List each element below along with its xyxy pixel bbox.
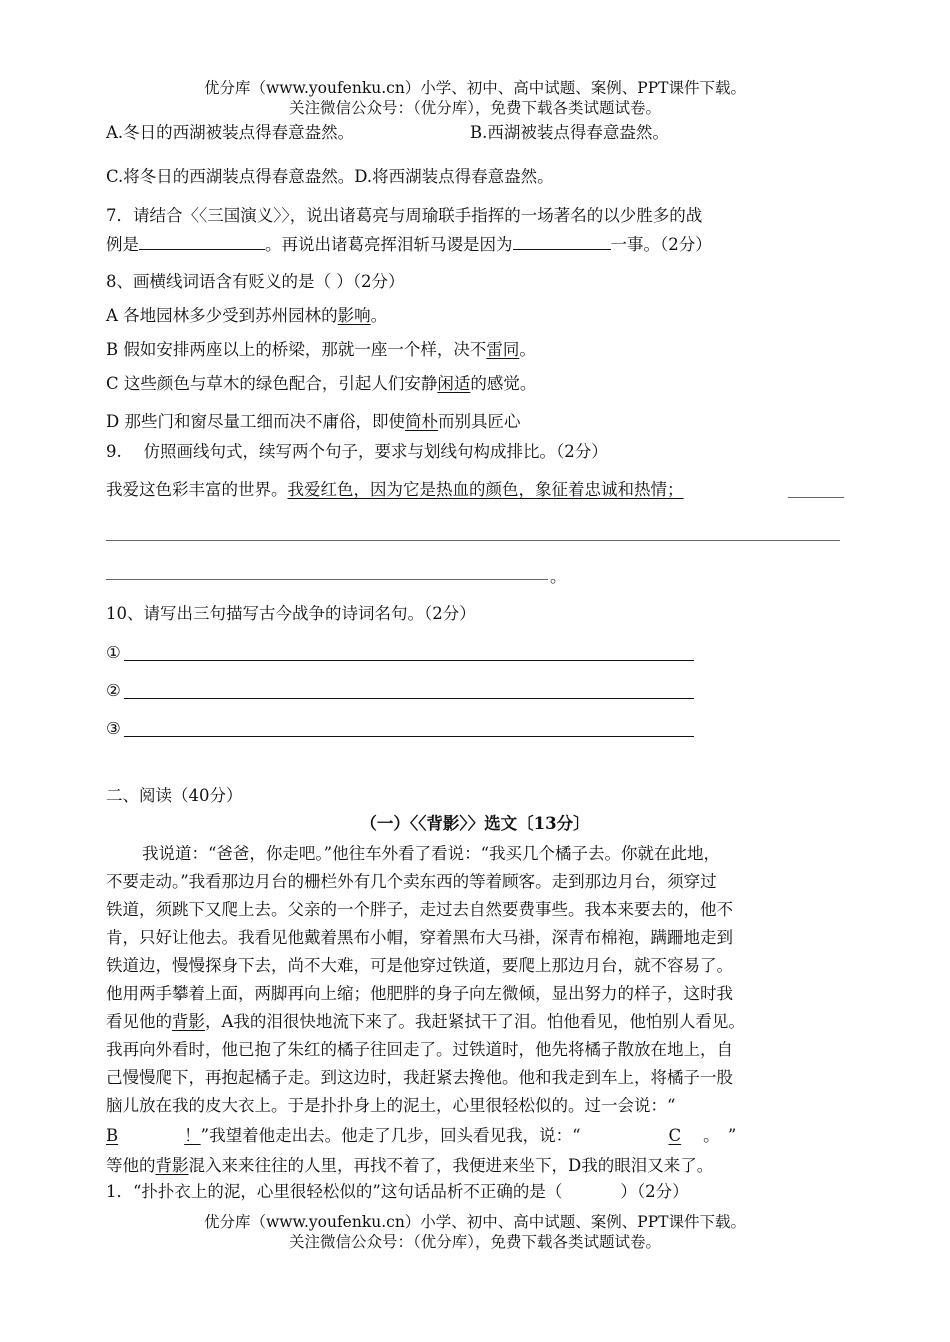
passage-line-12-rest: 混入来来往往的人里，再找不着了，我便进来坐下，D我的眼泪又来了。 xyxy=(188,1156,714,1175)
q10-answer-line-1[interactable] xyxy=(124,660,694,661)
q8-option-d xyxy=(106,411,520,433)
q7-text-b: 。再说出诸葛亮挥泪斩马谡是因为 xyxy=(265,235,513,254)
q8-d-underlined: 简朴 xyxy=(404,412,438,431)
q9-underlined-sentence: 我爱红色，因为它是热血的颜色，象征着忠诚和热情； xyxy=(287,480,684,499)
q7-text-a: 例是 xyxy=(106,235,139,254)
passage-line-11-mid: ”我望着他走出去。他走了几步，回头看见我，说：“ xyxy=(200,1126,581,1145)
q6-option-cd: C.将冬日的西湖装点得春意盎然。D.将西湖装点得春意盎然。 xyxy=(106,167,554,186)
passage-underlined-beiying-1: 背影 xyxy=(172,1012,205,1031)
q9-answer-line-1[interactable] xyxy=(788,497,844,498)
passage-line-7-start: 看见他的 xyxy=(106,1012,172,1031)
blank-c-label: C xyxy=(668,1126,682,1145)
question-1-points: ）（2分） xyxy=(620,1182,689,1201)
passage-line-8: 我再向外看时，他已抱了朱红的橘子往回走了。过铁道时，他先将橘子散放在地上，自 xyxy=(106,1040,733,1059)
q8-b-end: 。 xyxy=(519,340,536,359)
passage-line-5: 铁道边，慢慢探身下去，尚不大难，可是他穿过铁道，要爬上那边月台，就不容易了。 xyxy=(106,956,733,975)
passage-line-7 xyxy=(106,1011,745,1033)
passage-line-4: 肯，只好让他去。我看见他戴着黑布小帽，穿着黑布大马褂，深青布棉袍，蹒跚地走到 xyxy=(106,928,733,947)
q7-blank-1[interactable] xyxy=(139,233,265,250)
passage-line-10: 脑儿放在我的皮大衣上。于是扑扑身上的泥土，心里很轻松似的。过一会说：“ xyxy=(106,1096,676,1115)
passage-underlined-beiying-2: 背影 xyxy=(155,1156,189,1175)
q8-d-end: 而别具匠心 xyxy=(437,412,521,431)
footer-line-1: 优分库（www.youfenku.cn）小学、初中、高中试题、案例、PPT课件下载。 xyxy=(203,1213,747,1231)
q7-line-2 xyxy=(106,233,712,256)
q10-answer-line-3[interactable] xyxy=(124,736,694,737)
q8-a-underlined: 影响 xyxy=(337,306,371,325)
q9-answer-line-3[interactable] xyxy=(106,579,548,580)
question-1-stem xyxy=(106,1181,689,1203)
passage-blank-b[interactable] xyxy=(106,1126,201,1145)
question-1-text: 1．“扑扑衣上的泥，心里很轻松似的”这句话品析不正确的是（ xyxy=(106,1182,563,1201)
q10-stem: 10、请写出三句描写古今战争的诗词名句。（2分） xyxy=(106,604,476,623)
q10-mark-2: ② xyxy=(106,681,121,700)
q9-stem: 9. 仿照画线句式，续写两个句子，要求与划线句构成排比。（2分） xyxy=(106,442,608,461)
q8-b-text: B 假如安排两座以上的桥梁，那就一座一个样，决不 xyxy=(106,340,487,359)
passage-blank-c[interactable] xyxy=(581,1126,704,1145)
q6-option-b: B.西湖被装点得春意盎然。 xyxy=(470,123,669,142)
q10-mark-3: ③ xyxy=(106,719,121,738)
footer-line-2: 关注微信公众号：（优分库），免费下载各类试题试卷。 xyxy=(288,1233,661,1251)
q8-option-a xyxy=(106,305,387,327)
passage-line-9: 己慢慢爬下，再抱起橘子走。到这边时，我赶紧去搀他。他和我走到车上，将橘子一股 xyxy=(106,1068,733,1087)
section-2-subtitle: （一）〈〈背影〉〉选文〔13分〕 xyxy=(360,814,590,833)
passage-line-11-end: 。 ” xyxy=(703,1126,737,1145)
q8-option-b xyxy=(106,339,536,361)
passage-line-12-start: 等他的 xyxy=(106,1156,156,1175)
passage-line-3: 铁道，须跳下又爬上去。父亲的一个胖子，走过去自然要费事些。我本来要去的，他不 xyxy=(106,900,733,919)
q10-answer-line-2[interactable] xyxy=(124,698,694,699)
q8-d-text: D 那些门和窗尽量工细而决不庸俗，即使 xyxy=(106,412,405,431)
q9-answer-line-2[interactable] xyxy=(106,540,840,541)
q8-stem: 8、画横线词语含有贬义的是（ ）（2分） xyxy=(106,272,405,291)
q8-c-text: C 这些颜色与草木的绿色配合，引起人们安静 xyxy=(106,374,438,393)
passage-line-7-rest: ，A我的泪很快地流下来了。我赶紧拭干了泪。怕他看见，他怕别人看见。 xyxy=(205,1012,745,1031)
passage-line-2: 不要走动。”我看那边月台的栅栏外有几个卖东西的等着顾客。走到那边月台，须穿过 xyxy=(106,872,717,891)
passage-line-11 xyxy=(106,1125,736,1147)
q10-mark-1: ① xyxy=(106,643,121,662)
q8-c-end: 的感觉。 xyxy=(470,374,537,393)
blank-b-excl: ！ xyxy=(184,1126,201,1145)
q9-sentence-intro: 我爱这色彩丰富的世界。 xyxy=(106,480,288,499)
q7-line-1: 7．请结合〈〈三国演义〉〉，说出诸葛亮与周瑜联手指挥的一场著名的以少胜多的战 xyxy=(106,206,703,225)
section-2-title: 二、阅读（40分） xyxy=(106,786,243,805)
q8-b-underlined: 雷同 xyxy=(486,340,520,359)
header-line-1: 优分库（www.youfenku.cn）小学、初中、高中试题、案例、PPT课件下载。 xyxy=(203,79,747,97)
q8-a-end: 。 xyxy=(370,306,388,325)
q7-blank-2[interactable] xyxy=(513,233,611,250)
passage-line-1: 我说道：“爸爸，你走吧。”他往车外看了看说：“我买几个橘子去。你就在此地， xyxy=(142,844,721,863)
q8-a-text: A 各地园林多少受到苏州园林的 xyxy=(106,306,338,325)
passage-line-12 xyxy=(106,1155,713,1177)
q8-c-underlined: 闲适 xyxy=(437,374,471,393)
q8-option-c xyxy=(106,373,536,395)
q7-text-c: 一事。（2分） xyxy=(610,235,712,254)
q6-option-a: A.冬日的西湖被装点得春意盎然。 xyxy=(106,123,355,142)
q9-end-mark: 。 xyxy=(550,567,567,586)
q9-sentence xyxy=(106,479,684,501)
header-line-2: 关注微信公众号：（优分库），免费下载各类试题试卷。 xyxy=(288,99,661,117)
passage-line-6: 他用两手攀着上面，两脚再向上缩；他肥胖的身子向左微倾，显出努力的样子，这时我 xyxy=(106,984,733,1003)
blank-b-label: B xyxy=(106,1126,119,1145)
